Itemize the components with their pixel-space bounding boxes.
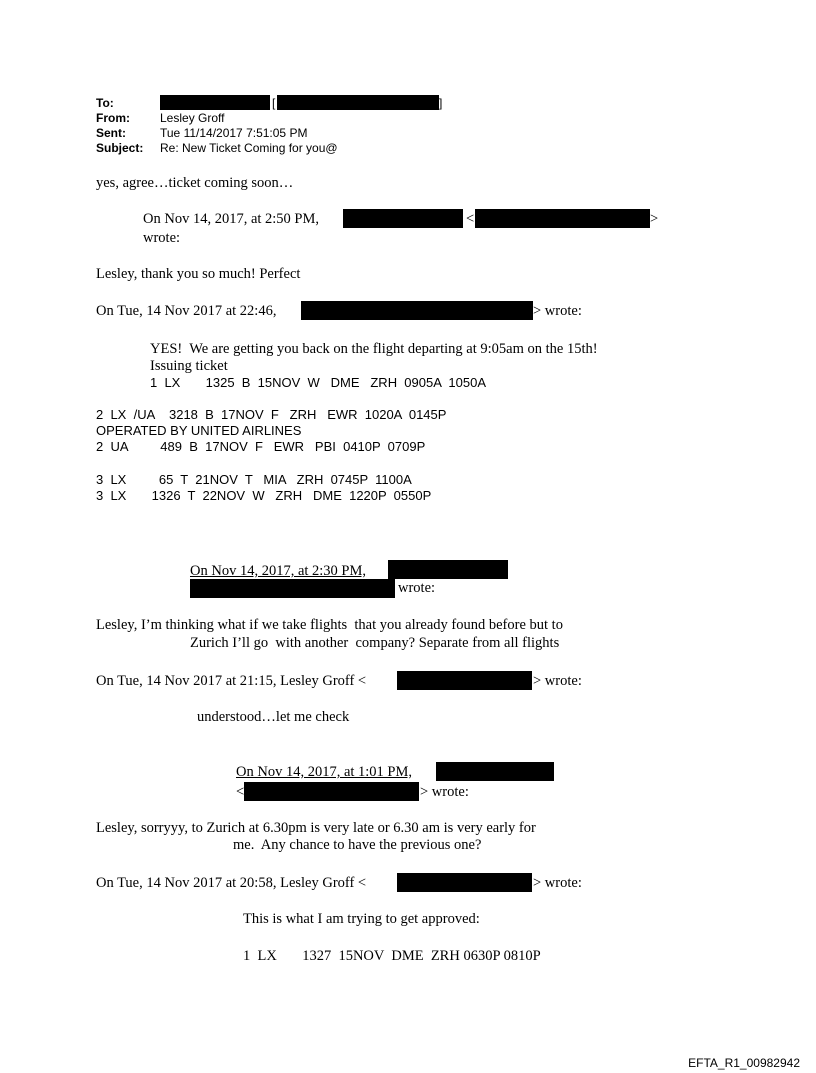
- redaction-email-6: [397, 873, 532, 892]
- message-thinking-1: Lesley, I’m thinking what if we take flights that you already found before but to: [96, 617, 563, 633]
- from-value: Lesley Groff: [160, 111, 225, 125]
- message-approval: This is what I am trying to get approved:: [243, 911, 480, 927]
- message-yes: YES! We are getting you back on the flight departing at 9:05am on the 15th!: [150, 341, 598, 357]
- redaction-sender-3: [388, 560, 508, 579]
- quote-header-1: On Nov 14, 2017, at 2:50 PM,: [143, 211, 320, 227]
- itinerary-proposed: 1 LX 1327 15NOV DME ZRH 0630P 0810P: [243, 948, 541, 964]
- to-bracket-open: [: [272, 96, 276, 110]
- quote-wrote-2: > wrote:: [533, 303, 582, 319]
- sent-value: Tue 11/14/2017 7:51:05 PM: [160, 126, 308, 140]
- quote-wrote-3: wrote:: [398, 580, 436, 596]
- quote-wrote-4: > wrote:: [533, 673, 582, 689]
- subject-value: Re: New Ticket Coming for you@: [160, 141, 338, 155]
- quote-header-4: On Tue, 14 Nov 2017 at 21:15, Lesley Groff <: [96, 673, 367, 689]
- redaction-email-5: [244, 782, 419, 801]
- quote-wrote-1: wrote:: [143, 230, 181, 246]
- quote-wrote-6: > wrote:: [533, 875, 582, 891]
- subject-label: Subject:: [96, 141, 144, 155]
- itinerary-line-2: 2 LX /UA 3218 B 17NOV F ZRH EWR 1020A 0145P: [96, 407, 447, 422]
- quote-header-5: On Nov 14, 2017, at 1:01 PM,: [236, 764, 413, 780]
- message-understood: understood…let me check: [197, 709, 350, 725]
- message-thinking-2: Zurich I’ll go with another company? Separate from all flights: [190, 635, 560, 651]
- quote-header-2: On Tue, 14 Nov 2017 at 22:46,: [96, 303, 277, 319]
- redaction-email-1: [475, 209, 650, 228]
- itinerary-line-3: 2 UA 489 B 17NOV F EWR PBI 0410P 0709P: [96, 439, 426, 454]
- redaction-email-3: [190, 579, 395, 598]
- redaction-to-email: [277, 95, 439, 110]
- quote-gt-1: >: [650, 211, 659, 227]
- message-reply-1: yes, agree…ticket coming soon…: [96, 175, 294, 191]
- sent-label: Sent:: [96, 126, 126, 140]
- itinerary-operated: OPERATED BY UNITED AIRLINES: [96, 423, 302, 438]
- message-issuing: Issuing ticket: [150, 358, 228, 374]
- message-sorry-2: me. Any chance to have the previous one?: [233, 837, 482, 853]
- quote-header-6: On Tue, 14 Nov 2017 at 20:58, Lesley Groff <: [96, 875, 367, 891]
- message-thanks: Lesley, thank you so much! Perfect: [96, 266, 301, 282]
- itinerary-line-4: 3 LX 65 T 21NOV T MIA ZRH 0745P 1100A: [96, 472, 412, 487]
- document-id: EFTA_R1_00982942: [688, 1056, 800, 1070]
- redaction-sender-1: [343, 209, 463, 228]
- from-label: From:: [96, 111, 130, 125]
- quote-header-3: On Nov 14, 2017, at 2:30 PM,: [190, 563, 367, 579]
- to-label: To:: [96, 96, 114, 110]
- redaction-sender-5: [436, 762, 554, 781]
- to-bracket-close: ]: [439, 96, 443, 110]
- quote-lt-5: <: [236, 784, 245, 800]
- quote-wrote-5: > wrote:: [420, 784, 469, 800]
- redaction-email-4: [397, 671, 532, 690]
- itinerary-line-5: 3 LX 1326 T 22NOV W ZRH DME 1220P 0550P: [96, 488, 432, 503]
- redaction-sender-2: [301, 301, 533, 320]
- redaction-to-name: [160, 95, 270, 110]
- message-sorry-1: Lesley, sorryyy, to Zurich at 6.30pm is very late or 6.30 am is very early for: [96, 820, 536, 836]
- quote-lt-1: <: [466, 211, 475, 227]
- itinerary-line-1: 1 LX 1325 B 15NOV W DME ZRH 0905A 1050A: [150, 375, 486, 390]
